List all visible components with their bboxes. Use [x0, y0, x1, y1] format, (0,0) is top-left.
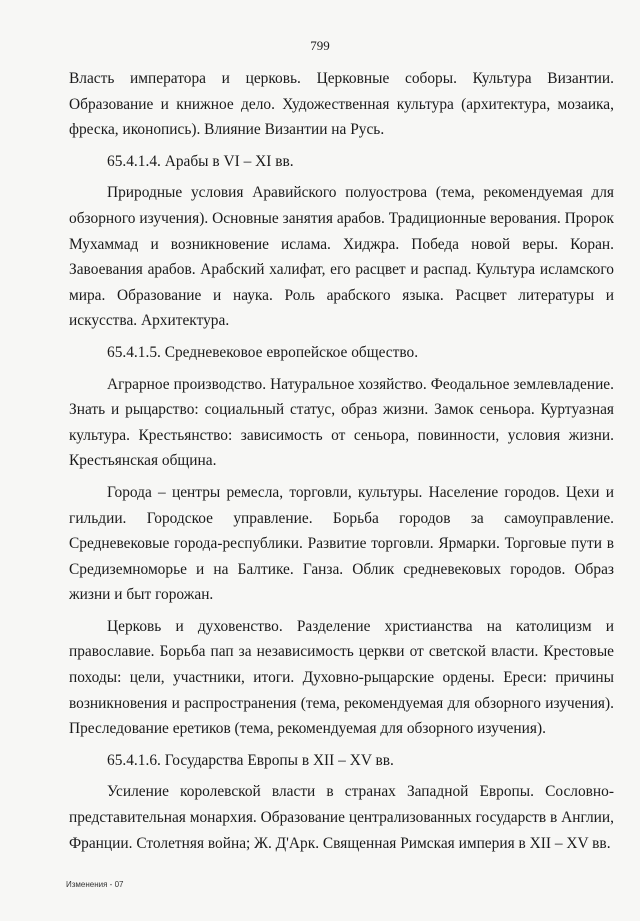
section-heading-states-of-europe: 65.4.1.6. Государства Европы в XII – XV вв. — [107, 751, 394, 769]
paragraph-royal-power: Усиление королевской власти в странах Западной Европы. Сословно-представительная монархия. Образование централизованных государств в Англии, Франции. Столетняя война; Ж. Д'Арк. Священная Римская империя в XII – XV вв. — [69, 783, 614, 852]
paragraph-church: Церковь и духовенство. Разделение христианства на католицизм и православие. Борьба пап за независимость церкви от светской власти. Крестовые походы: цели, участники, итоги. Духовно-рыцарские ордены. Ереси: причины возникновения и распространения (тема, рекомендуемая для обзорного изучения). Преследование еретиков (тема, рекомендуемая для обзорного изучения). — [69, 617, 614, 738]
paragraph-arabs: Природные условия Аравийского полуострова (тема, рекомендуемая для обзорного изучения). Основные занятия арабов. Традиционные верования. Пророк Мухаммад и возникновение ислама. Хиджра. Победа новой веры. Коран. Завоевания арабов. Арабский халифат, его расцвет и распад. Культура исламского мира. Образование и наука. Роль арабского языка. Расцвет литературы и искусства. Архитектура. — [69, 184, 614, 330]
page-number: 799 — [310, 38, 330, 53]
section-heading-arabs: 65.4.1.4. Арабы в VI – XI вв. — [107, 152, 294, 170]
paragraph-cities: Города – центры ремесла, торговли, культуры. Население городов. Цехи и гильдии. Городское управление. Борьба городов за самоуправление. Средневековые города-республики. Развитие торговли. Ярмарки. Торговые пути в Средиземноморье и на Балтике. Ганза. Облик средневековых городов. Образ жизни и быт горожан. — [69, 483, 614, 604]
section-heading-medieval-society: 65.4.1.5. Средневековое европейское общество. — [107, 343, 419, 361]
paragraph-agrarian: Аграрное производство. Натуральное хозяйство. Феодальное землевладение. Знать и рыцарство: социальный статус, образ жизни. Замок сеньора. Куртуазная культура. Крестьянство: зависимость от сеньора, повинности, условия жизни. Крестьянская община. — [69, 375, 614, 470]
paragraph-continuation: Власть императора и церковь. Церковные соборы. Культура Византии. Образование и книжное дело. Художественная культура (архитектура, мозаика, фреска, иконопись). Влияние Византии на Русь. — [69, 70, 614, 139]
page-content — [69, 66, 614, 856]
footer-revision-note: Изменения - 07 — [66, 880, 124, 889]
